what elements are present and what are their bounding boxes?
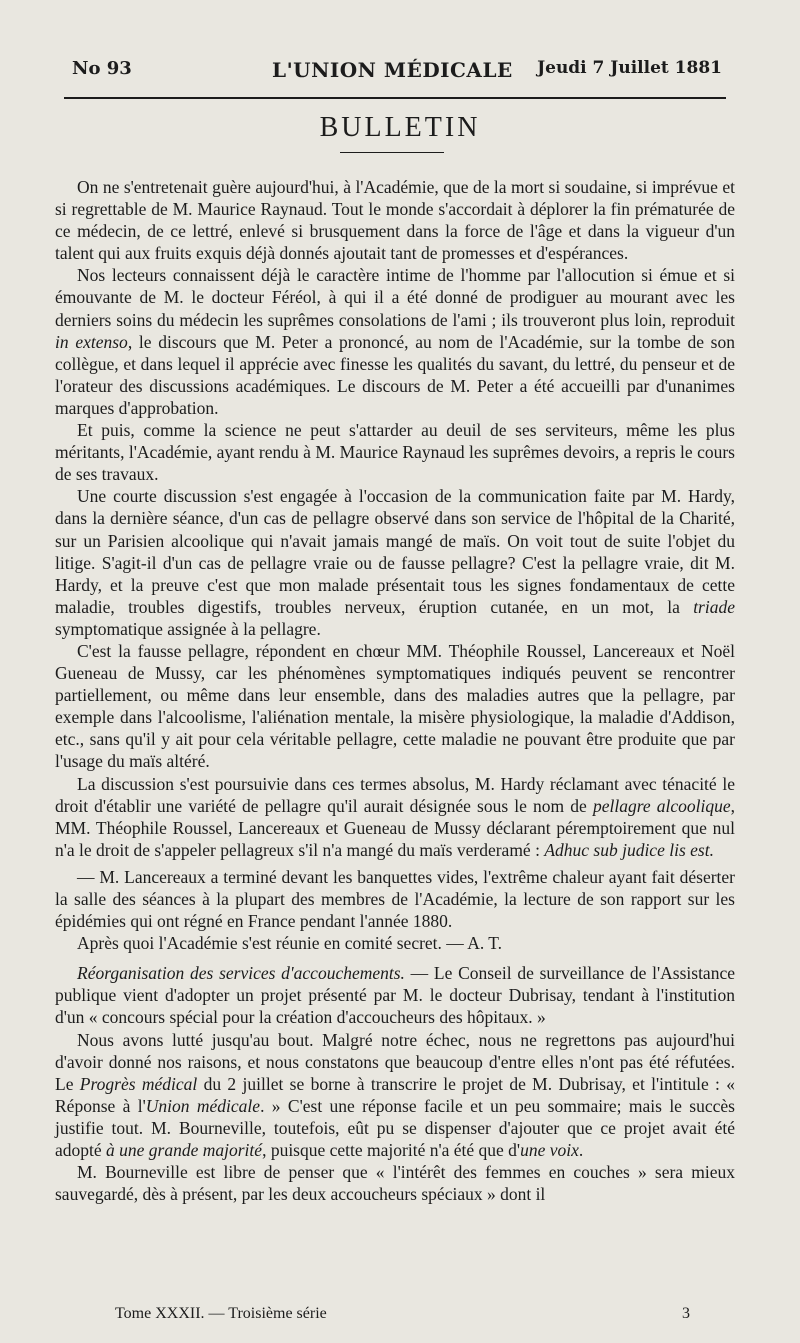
text-run: — Le Conseil de surveillance de l'Assistance publique vient d'adopter un projet présenté par M. le docteur Dubrisay, tendant à l'institution d'un « concours spécial pour la création d'accoucheurs des hôpitaux. »: [55, 963, 735, 1028]
italic-run: Progrès médical: [79, 1073, 198, 1094]
paragraph: [55, 932, 735, 954]
text-run: Une courte discussion s'est engagée à l'occasion de la communication faite par M. Hardy, dans la dernière séance, d'un cas de pellagre observé dans son service de l'hôpital de la Charité, sur un Parisien alcoolique qui n'avait jamais mangé de maïs. On voit tout de suite l'objet du litige. S'agit-il d'un cas de pellagre vraie ou de fausse pellagre? C'est la pellagre vraie, dit M. Hardy, et la preuve c'est que mon malade présentait tous les signes fondamentaux de cette maladie, troubles digestifs, troubles nerveux, éruption cutanée, en un mot, la: [55, 486, 735, 617]
text-run: .: [578, 1140, 584, 1161]
text-run: . » C'est une réponse facile et un peu sommaire; mais le succès justifie tout. M. Bourneville, toutefois, eût pu se dispenser d'ajouter que ce projet avait été adopté: [55, 1095, 735, 1161]
text-run: — M. Lancereaux a terminé devant les banquettes vides, l'extrême chaleur ayant fait déserter la salle des séances à la plupart des membres de l'Académie, la lecture de son rapport sur les épidémies qui ont régné en France pendant l'année 1880.: [55, 866, 735, 932]
text-run: , MM. Théophile Roussel, Lancereaux et Gueneau de Mussy déclarant péremptoirement que nul n'a le droit de s'appeler pellagreux s'il n'a mangé du maïs verderamé :: [55, 795, 736, 860]
paragraph: [55, 773, 735, 861]
journal-title: L'UNION MÉDICALE: [272, 58, 513, 82]
text-run: M. Bourneville est libre de penser que « l'intérêt des femmes en couches » sera mieux sauvegardé, dès à présent, par les deux accoucheurs spéciaux » dont il: [55, 1162, 735, 1205]
header-rule: [64, 97, 726, 99]
text-run: Après quoi l'Académie s'est réunie en comité secret. — A. T.: [77, 933, 503, 954]
text-run: Nos lecteurs connaissent déjà le caractère intime de l'homme par l'allocution si émue et si émouvante de M. le docteur Féréol, à qui il a été donné de prodiguer au mourant avec les derniers soins du médecin les suprêmes consolations de l'ami ; ils trouveront plus loin, reproduit: [55, 265, 735, 330]
text-run: La discussion s'est poursuivie dans ces termes absolus, M. Hardy réclamant avec ténacité le droit d'établir une variété de pellagre qu'il aurait désignée sous le nom de: [55, 773, 735, 816]
paragraph: [55, 176, 735, 264]
text-run: Et puis, comme la science ne peut s'attarder au deuil de ses serviteurs, même les plus méritants, l'Académie, ayant rendu à M. Maurice Raynaud les suprêmes devoirs, a repris le cours de ses travaux.: [55, 420, 735, 485]
paragraph: [55, 962, 735, 1028]
section-title: BULLETIN: [319, 112, 481, 143]
italic-run: Adhuc sub judice lis est.: [544, 839, 714, 860]
text-run: du 2 juillet se borne à transcrire le projet de M. Dubrisay, et l'intitule : « Réponse à l': [55, 1073, 735, 1116]
text-run: Nous avons lutté jusqu'au bout. Malgré notre échec, nous ne regrettons pas aujourd'hui d'avoir donné nos raisons, et nous constatons que beaucoup d'entre elles n'ont pas été réfutées. Le: [55, 1029, 735, 1094]
text-run: On ne s'entretenait guère aujourd'hui, à l'Académie, que de la mort si soudaine, si imprévue et si regrettable de M. Maurice Raynaud. Tout le monde s'accordait à déplorer la fin prématurée de ce médecin, de ce lettré, enlevé si brusquement dans la force de l'âge et dans la vigueur d'un talent qui aux fruits exquis déjà donnés ajoutait tant de promesses et d'espérances.: [55, 177, 735, 264]
text-run: C'est la fausse pellagre, répondent en chœur MM. Théophile Roussel, Lancereaux et Noël Gueneau de Mussy, car les phénomènes symptomatiques indiqués peuvent se rencontrer partiellement, ou même dans leur ensemble, dans des maladies autres que la pellagre, par exemple dans l'alcoolisme, l'aliénation mentale, la misère physiologique, la maladie d'Addison, etc., sans qu'il y ait pour cela véritable pellagre, cette maladie ne pouvant être produite que par l'usage du maïs altéré.: [55, 640, 735, 772]
running-header: [70, 54, 722, 94]
article-body: [55, 176, 735, 1205]
italic-run: Réorganisation des services d'accouchements.: [77, 963, 405, 984]
italic-run: une voix: [520, 1140, 579, 1161]
italic-run: pellagre alcoolique: [592, 795, 731, 816]
page-number: 3: [682, 1305, 690, 1322]
italic-run: Union médicale: [145, 1095, 261, 1116]
italic-run: à une grande majorité: [106, 1140, 263, 1161]
italic-run: in extenso: [55, 331, 128, 352]
text-run: , le discours que M. Peter a prononcé, au nom de l'Académie, sur la tombe de son collègue, et dans lequel il apprécie avec finesse les qualités du savant, du lettré, du penseur et de l'orateur des discussions académiques. Le discours de M. Peter a été accueilli par d'unanimes marques d'approbation.: [55, 331, 735, 418]
paragraph: [55, 419, 735, 485]
paragraph: [55, 1029, 735, 1162]
text-run: , puisque cette majorité n'a été que d': [262, 1140, 521, 1161]
page-footer: [115, 1305, 690, 1331]
volume-series: Tome XXXII. — Troisième série: [115, 1305, 327, 1322]
paragraph: [55, 264, 735, 419]
title-rule: [340, 152, 444, 153]
paragraph: [55, 640, 735, 773]
issue-date: Jeudi 7 Juillet 1881: [537, 58, 722, 78]
issue-number: No 93: [72, 58, 132, 79]
paragraph: [55, 485, 735, 640]
text-run: symptomatique assignée à la pellagre.: [55, 618, 321, 639]
italic-run: triade: [693, 596, 735, 617]
paragraph: [55, 866, 735, 932]
paragraph: [55, 1161, 735, 1205]
